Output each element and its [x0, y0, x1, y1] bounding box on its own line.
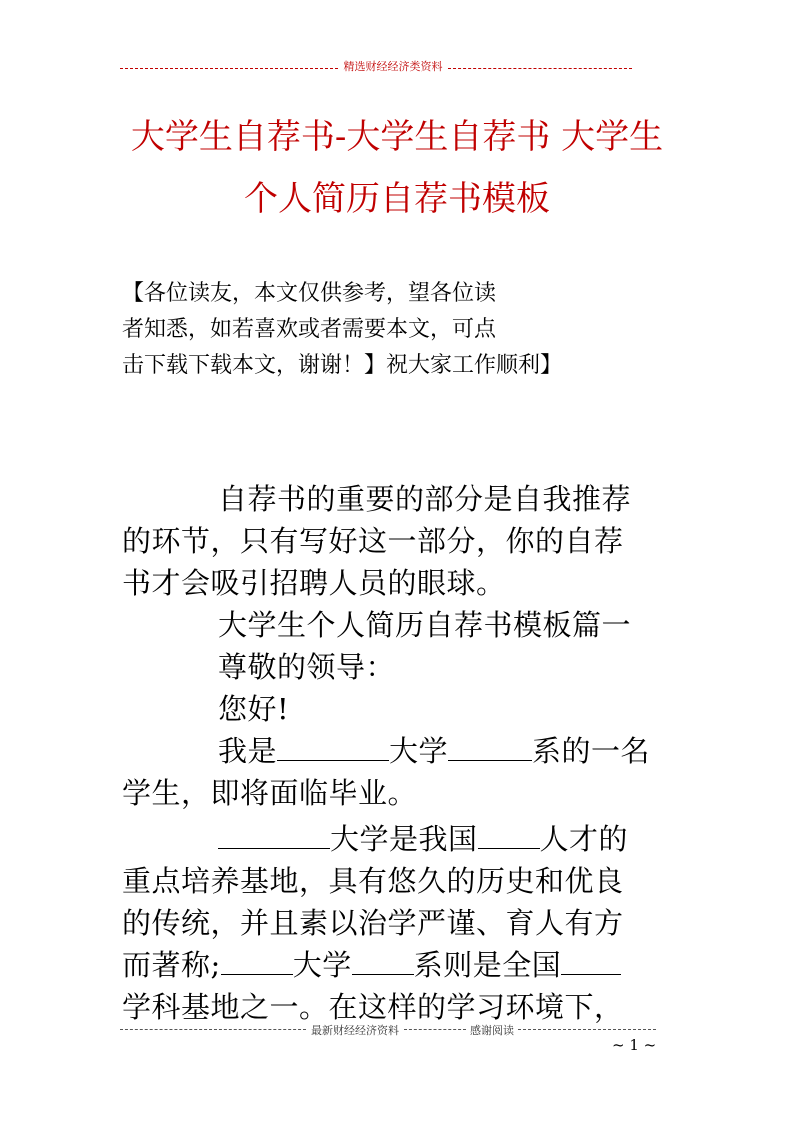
blank-line	[218, 822, 330, 849]
paragraph-6-line-5: 学科基地之一。在这样的学习环境下，	[122, 990, 624, 1024]
blank-line	[277, 734, 389, 761]
header-text: 精选财经经济类资料	[343, 60, 443, 73]
salutation: 尊敬的领导：	[218, 650, 396, 684]
letter-body	[122, 478, 676, 1028]
paragraph-6-line-4	[122, 944, 676, 986]
blank-line	[448, 734, 532, 761]
p6-l4-part-c: 系则是全国	[413, 948, 562, 982]
p6-part-b: 人才的	[539, 822, 629, 856]
paragraph-6-line-2: 重点培养基地，具有悠久的历史和优良	[122, 864, 624, 898]
title-line-1: 大学生自荐书-大学生自荐书 大学生	[130, 117, 664, 157]
paragraph-1-line-1: 自荐书的重要的部分是自我推荐	[218, 482, 632, 516]
p5-part-c: 系的一名	[532, 734, 651, 768]
footer-rule-3	[518, 1029, 656, 1030]
notice-line-3: 击下载下载本文，谢谢！】祝大家工作顺利】	[122, 353, 563, 378]
paragraph-1-line-2: 的环节，只有写好这一部分，你的自荐	[122, 524, 624, 558]
paragraph-6-line-1	[122, 818, 676, 860]
paragraph-6-line-3: 的传统，并且素以治学严谨、育人有方	[122, 906, 624, 940]
p5-part-b: 大学	[389, 734, 449, 768]
blank-line	[221, 948, 293, 975]
paragraph-5-line-2: 学生，即将面临毕业。	[122, 776, 418, 810]
document-title	[110, 106, 684, 230]
reader-notice	[122, 276, 682, 384]
page-number: ~ 1 ~	[612, 1036, 657, 1054]
footer-text-left: 最新财经经济资料	[311, 1024, 399, 1037]
footer-rule-2	[404, 1029, 466, 1030]
header-rule-right	[448, 68, 632, 69]
footer-rule-1	[120, 1029, 306, 1030]
paragraph-5-line-1	[122, 730, 676, 772]
blank-line	[352, 948, 414, 975]
p6-l4-part-b: 大学	[292, 948, 352, 982]
p5-part-a: 我是	[218, 734, 278, 768]
paragraph-1-line-3: 书才会吸引招聘人员的眼球。	[122, 566, 506, 600]
p6-part-a: 大学是我国	[330, 822, 478, 856]
header-rule-left	[120, 68, 338, 69]
section-heading: 大学生个人简历自荐书模板篇一	[218, 608, 632, 642]
page-header	[120, 58, 632, 80]
page-footer	[120, 1022, 656, 1040]
blank-line	[561, 948, 621, 975]
footer-text-right: 感谢阅读	[470, 1024, 514, 1037]
title-line-2: 个人简历自荐书模板	[244, 179, 550, 219]
notice-line-1: 【各位读友，本文仅供参考，望各位读	[122, 281, 497, 306]
greeting: 您好!	[218, 692, 290, 726]
notice-line-2: 者知悉，如若喜欢或者需要本文，可点	[122, 317, 497, 342]
blank-line	[478, 822, 540, 849]
p6-l4-part-a: 而著称;	[122, 948, 221, 982]
